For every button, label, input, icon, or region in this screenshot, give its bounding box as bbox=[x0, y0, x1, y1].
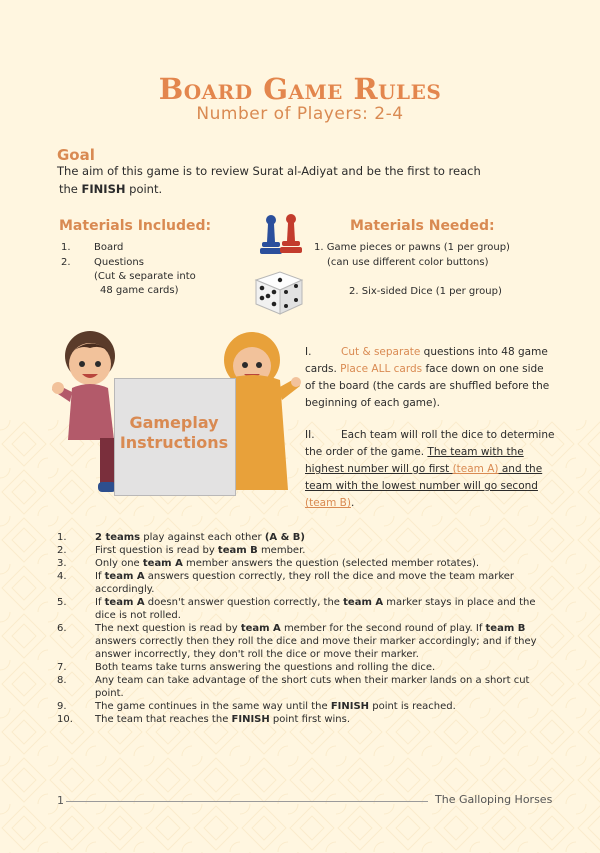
rule-number: 8. bbox=[57, 675, 67, 686]
rule-text: The team that reaches the FINISH point first wins. bbox=[95, 714, 351, 725]
materials-included-heading: Materials Included: bbox=[59, 218, 212, 234]
rule-number: 4. bbox=[57, 571, 67, 582]
materials-needed-item-2: 2. Six-sided Dice (1 per group) bbox=[349, 286, 502, 297]
rule-text: Both teams take turns answering the questions and rolling the dice. bbox=[95, 662, 436, 673]
footer-brand: The Galloping Horses bbox=[435, 793, 553, 806]
instruction-step-1 bbox=[305, 344, 555, 412]
goal-text bbox=[57, 162, 527, 198]
rule-text: First question is read by team B member. bbox=[95, 545, 306, 556]
goal-finish-bold: FINISH bbox=[81, 182, 126, 196]
instruction-step-1-text-b: face down on one side of the board (the cards are shuffled before the beginning of each game). bbox=[305, 363, 550, 409]
rule-item bbox=[57, 531, 557, 544]
instruction-step-1-text-a: questions into 48 game cards. bbox=[305, 346, 548, 375]
rule-text: Any team can take advantage of the short cuts when their marker lands on a short cut point. bbox=[95, 675, 530, 699]
materials-included-item-2-sub-1: (Cut & separate into bbox=[94, 271, 196, 282]
rule-number: 3. bbox=[57, 558, 67, 569]
instruction-step-2-text-a: Each team will roll the dice to determine the order of the game. bbox=[305, 429, 555, 458]
instruction-step-2-num: II. bbox=[305, 429, 315, 441]
rule-text: If team A answers question correctly, they roll the dice and move the team marker accordingly. bbox=[95, 571, 515, 595]
rule-number: 6. bbox=[57, 623, 67, 634]
rule-item bbox=[57, 674, 557, 700]
materials-included-item-1: Board bbox=[94, 242, 124, 253]
goal-heading: Goal bbox=[57, 146, 95, 164]
materials-included-item-2-sub-2: 48 game cards) bbox=[100, 285, 179, 296]
instruction-step-2-team-a: (team A) bbox=[452, 463, 499, 475]
footer-divider bbox=[66, 801, 428, 802]
goal-line-2 bbox=[57, 180, 527, 198]
instruction-step-2-text-c: and the team with the lowest number will go second bbox=[305, 463, 543, 492]
rule-number: 10. bbox=[57, 714, 73, 725]
rule-text: The next question is read by team A member for the second round of play. If team B answers correctly then they roll the dice and move their marker accordingly; and if they answer incorrectly, they don't roll the dice or move their marker. bbox=[95, 623, 537, 660]
instruction-step-2-text-b: The team with the highest number will go first bbox=[305, 446, 524, 475]
rule-number: 9. bbox=[57, 701, 67, 712]
instruction-step-2 bbox=[305, 427, 555, 512]
rule-item bbox=[57, 596, 557, 622]
rule-item bbox=[57, 661, 557, 674]
rule-text: 2 teams play against each other (A & B) bbox=[95, 532, 305, 543]
rule-item bbox=[57, 700, 557, 713]
materials-needed-heading: Materials Needed: bbox=[350, 218, 495, 234]
page-title: Board Game Rules bbox=[158, 72, 442, 106]
instruction-step-1-place: Place ALL cards bbox=[340, 363, 423, 375]
dice-icon bbox=[250, 264, 310, 316]
pawns-icon bbox=[257, 212, 307, 258]
rule-text: If team A doesn't answer question correctly, the team A marker stays in place and the dice is not rolled. bbox=[95, 597, 536, 621]
goal-line-2-post: point. bbox=[125, 182, 163, 196]
instruction-step-2-text-d: . bbox=[350, 497, 355, 509]
rule-number: 1. bbox=[57, 532, 67, 543]
materials-included-num-1: 1. bbox=[61, 242, 71, 253]
materials-included-num-2: 2. bbox=[61, 257, 71, 268]
rules-list bbox=[57, 531, 557, 726]
gameplay-label bbox=[114, 413, 234, 453]
rule-text: Only one team A member answers the question (selected member rotates). bbox=[95, 558, 480, 569]
page-subtitle: Number of Players: 2-4 bbox=[196, 104, 404, 124]
rule-item bbox=[57, 622, 557, 661]
rule-number: 2. bbox=[57, 545, 67, 556]
instruction-step-1-cut: Cut & separate bbox=[341, 346, 421, 358]
gameplay-label-line-2: Instructions bbox=[119, 433, 229, 452]
materials-included-item-2: Questions bbox=[94, 257, 144, 268]
instruction-step-1-num: I. bbox=[305, 346, 312, 358]
goal-line-1: The aim of this game is to review Surat al-Adiyat and be the first to reach bbox=[57, 164, 481, 178]
rule-item bbox=[57, 713, 557, 726]
goal-line-2-pre: the bbox=[59, 182, 82, 196]
materials-needed-item-1: 1. Game pieces or pawns (1 per group) bbox=[314, 242, 510, 253]
rule-item bbox=[57, 544, 557, 557]
rule-item bbox=[57, 557, 557, 570]
rule-number: 7. bbox=[57, 662, 67, 673]
materials-needed-item-1-sub: (can use different color buttons) bbox=[327, 257, 489, 268]
instruction-step-2-team-b: (team B) bbox=[305, 497, 351, 509]
rule-item bbox=[57, 570, 557, 596]
rule-number: 5. bbox=[57, 597, 67, 608]
rule-text: The game continues in the same way until the FINISH point is reached. bbox=[95, 701, 456, 712]
gameplay-label-line-1: Gameplay bbox=[129, 413, 219, 432]
page-number: 1 bbox=[57, 794, 64, 807]
